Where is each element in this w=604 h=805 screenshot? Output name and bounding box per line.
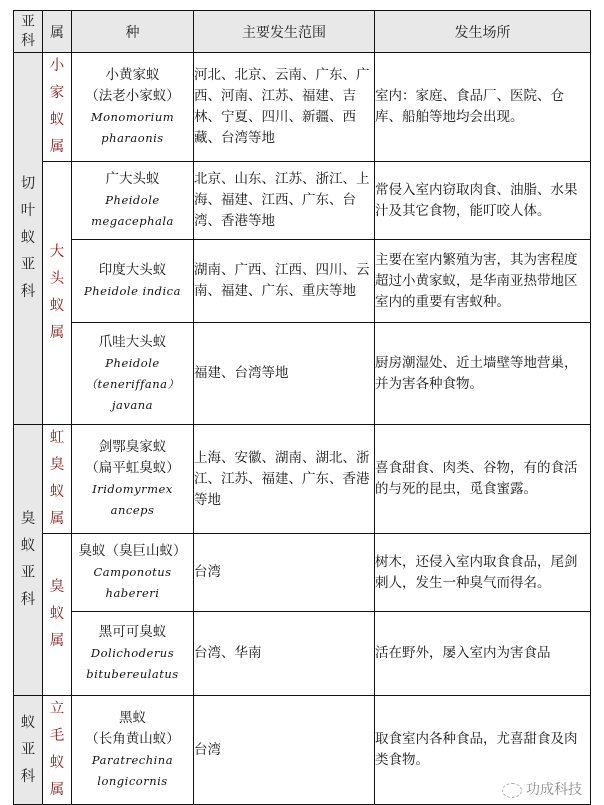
range-cell: 河北、北京、云南、广东、广西、河南、江苏、福建、吉林、宁夏、四川、新疆、西藏、台湾等地 xyxy=(194,53,375,162)
species-cn-name: 印度大头蚁 xyxy=(98,262,167,278)
genus-cell xyxy=(43,534,72,696)
species-latin-genus: Iridomyrmex xyxy=(92,482,173,496)
table-row xyxy=(14,53,591,162)
species-latin-name: Pheidole indica xyxy=(84,284,181,298)
location-cell: 室内：家庭、食品厂、医院、仓库、船舶等地均会出现。 xyxy=(375,53,591,162)
vertical-char: 臭 xyxy=(20,511,36,527)
species-cell xyxy=(72,162,194,240)
species-cell xyxy=(72,534,194,612)
location-text: 取食室内各种食品，尤喜甜食及肉类食物。 xyxy=(375,731,578,768)
vertical-char: 蚁 xyxy=(49,755,65,771)
table-row xyxy=(14,612,591,696)
range-cell: 台湾 xyxy=(194,534,375,612)
vertical-char: 蚁 xyxy=(49,298,65,314)
genus-cell xyxy=(43,53,72,162)
species-cn-alias: （法老小家蚁） xyxy=(85,88,180,104)
species-cell xyxy=(72,53,194,162)
watermark-text: 功成科技 xyxy=(526,782,582,798)
vertical-char: 臭 xyxy=(49,579,65,595)
vertical-char: 属 xyxy=(49,633,65,649)
species-latin-genus: Dolichoderus xyxy=(90,646,175,660)
vertical-label xyxy=(14,171,42,306)
header-range: 主要发生范围 xyxy=(194,11,375,53)
species-cn-name: 剑鄂臭家蚁 xyxy=(98,439,167,455)
species-cell xyxy=(72,425,194,534)
location-cell: 树木，还侵入室内取食食品，尾剑刺人，发生一种臭气而得名。 xyxy=(375,534,591,612)
vertical-label xyxy=(43,574,71,655)
vertical-char: 小 xyxy=(49,58,65,74)
vertical-char: 科 xyxy=(20,284,36,300)
vertical-char: 科 xyxy=(20,592,36,608)
range-cell: 北京、山东、江苏、浙江、上海、福建、江西、广东、台湾、香港等地 xyxy=(194,162,375,240)
species-latin-epithet: javana xyxy=(111,397,154,412)
table-row xyxy=(14,534,591,612)
vertical-char: 属 xyxy=(49,325,65,341)
table-row xyxy=(14,696,591,805)
vertical-char: 大 xyxy=(49,244,65,260)
species-latin-genus: Camponotus xyxy=(93,565,172,579)
vertical-char: 虹 xyxy=(49,430,65,446)
genus-cell xyxy=(43,162,72,425)
vertical-label xyxy=(14,710,42,791)
species-cell xyxy=(72,612,194,696)
vertical-char: 蚁 xyxy=(49,484,65,500)
species-latin-genus: Pheidole xyxy=(105,355,160,370)
vertical-char: 蚁 xyxy=(20,538,36,554)
header-location: 发生场所 xyxy=(375,11,591,53)
vertical-char: 属 xyxy=(49,139,65,155)
species-cn-alias: （长角黄山蚁） xyxy=(85,731,180,747)
species-latin-epithet: longicornis xyxy=(97,774,168,788)
species-latin-epithet: habereri xyxy=(105,586,160,600)
vertical-char: 科 xyxy=(21,32,35,49)
vertical-char: 切 xyxy=(20,176,36,192)
range-cell: 上海、安徽、湖南、湖北、浙江、江苏、福建、广东、香港等地 xyxy=(194,425,375,534)
vertical-char: 立 xyxy=(49,701,65,717)
vertical-char: 叶 xyxy=(20,203,36,219)
vertical-char: 蚁 xyxy=(49,112,65,128)
vertical-char: 属 xyxy=(49,511,65,527)
vertical-label xyxy=(43,239,71,347)
species-cn-name: 黑可可臭蚁 xyxy=(98,624,167,640)
vertical-char: 蚁 xyxy=(49,606,65,622)
species-cn-name: 广大头蚁 xyxy=(105,171,160,187)
vertical-char: 亚 xyxy=(21,13,35,30)
table-row xyxy=(14,425,591,534)
wechat-icon xyxy=(502,783,522,798)
header-genus: 属 xyxy=(43,11,72,53)
species-cell xyxy=(72,323,194,425)
vertical-char: 臭 xyxy=(49,457,65,473)
range-cell: 福建、台湾等地 xyxy=(194,323,375,425)
species-latin-epithet: anceps xyxy=(110,503,155,517)
subfamily-cell xyxy=(14,696,43,805)
vertical-label xyxy=(43,53,71,161)
species-latin-synonym: （teneriffana） xyxy=(85,376,180,391)
vertical-char: 亚 xyxy=(20,257,36,273)
header-row xyxy=(14,11,591,53)
species-latin-genus: Paratrechina xyxy=(91,753,174,767)
location-cell: 主要在室内繁殖为害，其为害程度超过小黄家蚁，是华南亚热带地区室内的重要有害蚁种。 xyxy=(375,240,591,323)
subfamily-cell xyxy=(14,53,43,425)
table-row xyxy=(14,240,591,323)
range-cell: 湖南、广西、江西、四川、云南、福建、广东、重庆等地 xyxy=(194,240,375,323)
vertical-char: 蚁 xyxy=(20,230,36,246)
vertical-char: 家 xyxy=(49,85,65,101)
genus-cell xyxy=(43,425,72,534)
vertical-char: 科 xyxy=(20,768,36,785)
vertical-label xyxy=(14,506,42,614)
vertical-char: 毛 xyxy=(49,728,65,744)
species-latin-epithet: pharaonis xyxy=(101,131,164,145)
watermark xyxy=(502,780,582,801)
species-latin-genus: Monomorium xyxy=(90,110,175,124)
ant-species-table xyxy=(13,10,591,805)
vertical-char: 头 xyxy=(49,271,65,287)
species-cell xyxy=(72,240,194,323)
location-cell: 喜食甜食、肉类、谷物，有的食活的与死的昆虫，觅食蜜露。 xyxy=(375,425,591,534)
genus-cell xyxy=(43,696,72,805)
vertical-label xyxy=(43,425,71,533)
species-cn-alias: （扁平虹臭蚁） xyxy=(85,460,180,476)
species-latin-epithet: megacephala xyxy=(91,214,174,228)
location-cell: 厨房潮湿处、近土墙壁等地营巢，并为害各种食物。 xyxy=(375,323,591,425)
location-cell: 活在野外，屡入室内为害食品 xyxy=(375,612,591,696)
species-cell xyxy=(72,696,194,805)
location-cell xyxy=(375,696,591,805)
range-cell: 台湾、华南 xyxy=(194,612,375,696)
table-row xyxy=(14,162,591,240)
vertical-char: 蚁 xyxy=(20,714,36,731)
species-cn-name: 爪哇大头蚁 xyxy=(98,333,167,350)
species-cn-name: 小黄家蚁 xyxy=(105,67,160,83)
vertical-char: 亚 xyxy=(20,565,36,581)
table-row xyxy=(14,323,591,425)
species-latin-epithet: bitubereulatus xyxy=(86,667,179,681)
species-latin-genus: Pheidole xyxy=(105,193,160,207)
subfamily-cell xyxy=(14,425,43,696)
vertical-char: 亚 xyxy=(20,741,36,758)
species-cn-name: 黑蚁 xyxy=(119,710,146,726)
range-cell: 台湾 xyxy=(194,696,375,805)
header-species: 种 xyxy=(72,11,194,53)
vertical-label xyxy=(43,696,71,804)
header-subfamily xyxy=(14,11,43,53)
species-cn-name: 臭蚁（臭巨山蚁） xyxy=(78,543,187,559)
vertical-char: 属 xyxy=(49,782,65,798)
vertical-label xyxy=(14,13,42,51)
location-cell: 常侵入室内窃取肉食、油脂、水果汁及其它食物，能叮咬人体。 xyxy=(375,162,591,240)
